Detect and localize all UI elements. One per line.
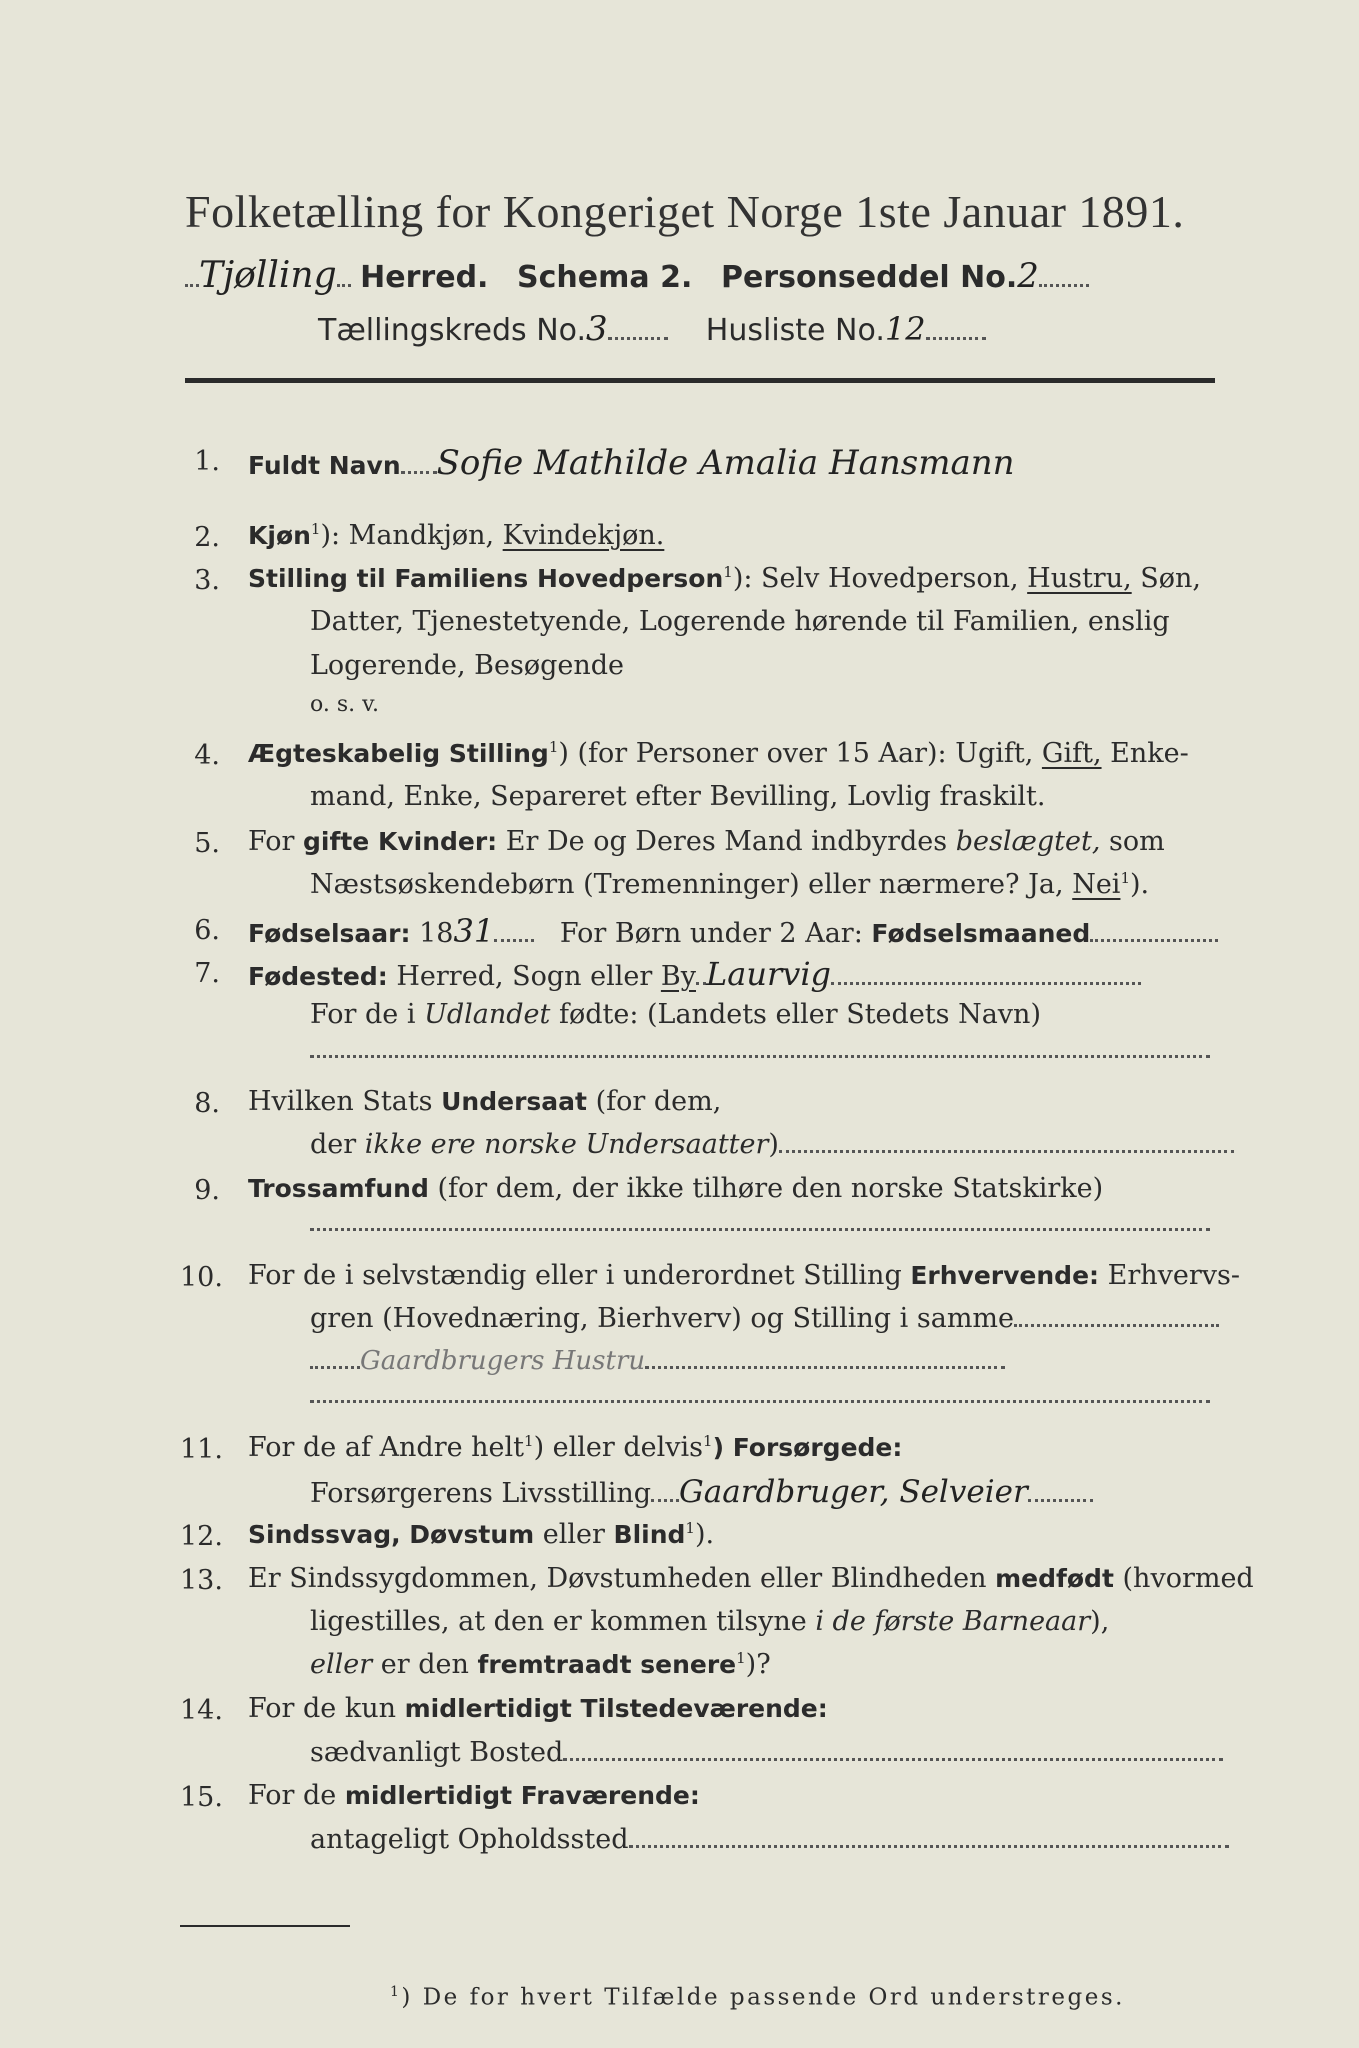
nationality-line-2 bbox=[310, 1131, 1234, 1158]
item-religion bbox=[248, 1175, 1103, 1202]
married-question: Er De og Deres Mand indbyrdes bbox=[505, 826, 948, 857]
congenital-italic: i de første Barneaar bbox=[815, 1606, 1091, 1637]
married-prefix: For bbox=[248, 826, 295, 857]
full-name-value: Sofie Mathilde Amalia Hansmann bbox=[436, 443, 1015, 483]
personseddel-value: 2 bbox=[1017, 256, 1039, 296]
occupation-line-2-text: gren (Hovednæring, Bierhverv) og Stilling i samme bbox=[310, 1303, 1015, 1334]
nationality-close: ) bbox=[768, 1129, 779, 1160]
position-options-a: ): Selv Hovedperson, bbox=[732, 563, 1019, 594]
item-number: 4. bbox=[194, 740, 220, 771]
item-number: 3. bbox=[194, 565, 220, 596]
form-title: Folketælling for Kongeriget Norge 1ste Januar 1891. bbox=[185, 186, 1185, 237]
occupation-text-b: Erhvervs- bbox=[1107, 1260, 1241, 1291]
occupation-text: For de i selvstændig eller i underordnet Stilling bbox=[248, 1260, 902, 1291]
temp-absent-label: midlertidigt Fraværende: bbox=[344, 1781, 700, 1810]
header-line-herred bbox=[185, 255, 1089, 296]
item-supported bbox=[248, 1434, 902, 1461]
married-label: gifte Kvinder: bbox=[303, 827, 498, 856]
kreds-value: 3 bbox=[586, 309, 608, 349]
personseddel-label: Personseddel No. bbox=[720, 260, 1018, 295]
footnote-text: ) De for hvert Tilfælde passende Ord understreges. bbox=[401, 1984, 1125, 2011]
position-line-2: Datter, Tjenestetyende, Logerende hørende til Familien, enslig bbox=[310, 606, 1170, 637]
footnote-ref: 1 bbox=[685, 1519, 695, 1537]
item-birthplace bbox=[248, 955, 1141, 993]
occupation-value: Gaardbrugers Hustru bbox=[360, 1346, 646, 1376]
married-answer: Nei bbox=[1072, 869, 1121, 900]
item-birth-year bbox=[248, 912, 1218, 950]
item-number: 11. bbox=[180, 1434, 223, 1465]
item-temp-present bbox=[248, 1695, 828, 1722]
position-selected: Hustru, bbox=[1027, 563, 1132, 594]
congenital-q: )? bbox=[745, 1649, 771, 1680]
footnote-ref: 1 bbox=[723, 563, 733, 581]
birth-month-label: Fødselsmaaned bbox=[871, 919, 1091, 948]
congenital-text-b: (hvormed bbox=[1122, 1563, 1254, 1594]
footnote-marker: 1 bbox=[390, 1984, 402, 2000]
temp-present-text: For de kun bbox=[248, 1693, 396, 1724]
birthplace-line-2 bbox=[310, 1001, 1041, 1028]
item-number: 8. bbox=[194, 1088, 220, 1119]
nationality-text-b: (for dem, bbox=[595, 1086, 722, 1117]
religion-label: Trossamfund bbox=[248, 1174, 429, 1203]
birthplace-label: Fødested: bbox=[248, 962, 388, 991]
marital-selected: Gift, bbox=[1041, 738, 1102, 769]
item-position bbox=[248, 565, 1201, 592]
sex-selected: Kvindekjøn. bbox=[502, 520, 665, 551]
dotted-line bbox=[310, 1055, 1210, 1058]
birth-year-prefix: 18 bbox=[419, 918, 454, 949]
congenital-line-2-text: ligestilles, at den er kommen tilsyne bbox=[310, 1606, 807, 1637]
item-disability bbox=[248, 1521, 714, 1548]
congenital-line-2 bbox=[310, 1608, 1109, 1635]
congenital-label: medfødt bbox=[995, 1564, 1114, 1593]
nationality-der: der bbox=[310, 1129, 357, 1160]
header-line-kreds bbox=[318, 309, 986, 349]
congenital-text: Er Sindssygdommen, Døvstumheden eller Blindheden bbox=[248, 1563, 987, 1594]
item-number: 12. bbox=[180, 1521, 223, 1552]
temp-absent-line-2 bbox=[310, 1826, 1229, 1853]
position-line-3: Logerende, Besøgende bbox=[310, 650, 624, 681]
provider-label: Forsørgerens Livsstilling bbox=[310, 1478, 652, 1509]
supported-text: For de af Andre helt bbox=[248, 1432, 525, 1463]
footnote-ref: 1 bbox=[524, 1432, 534, 1450]
married-close: ). bbox=[1130, 869, 1150, 900]
item-number: 1. bbox=[194, 446, 220, 477]
temp-present-line-2 bbox=[310, 1739, 1223, 1766]
married-line-2-text: Næstsøskendebørn (Tremenninger) eller nærmere? Ja, bbox=[310, 869, 1064, 900]
congenital-eller: eller bbox=[310, 1649, 373, 1680]
temp-absent-text: For de bbox=[248, 1780, 337, 1811]
birthplace-selected: By bbox=[660, 961, 696, 992]
married-line-2 bbox=[310, 871, 1149, 898]
married-som: som bbox=[1109, 826, 1165, 857]
footnote-divider bbox=[180, 1925, 350, 1927]
item-occupation bbox=[248, 1262, 1240, 1289]
footnote-ref: 1 bbox=[1120, 869, 1130, 887]
sex-options: ): Mandkjøn, bbox=[320, 520, 495, 551]
nationality-label: Undersaat bbox=[441, 1087, 587, 1116]
item-number: 5. bbox=[194, 828, 220, 859]
position-label: Stilling til Familiens Hovedperson bbox=[248, 564, 724, 593]
abroad-text: fødte: (Landets eller Stedets Navn) bbox=[558, 999, 1041, 1030]
occupation-label: Erhvervende: bbox=[910, 1261, 1100, 1290]
disability-label: Sindssvag, Døvstum bbox=[248, 1520, 535, 1549]
item-sex bbox=[248, 522, 664, 549]
herred-value: Tjølling bbox=[199, 255, 337, 296]
herred-label: Herred. bbox=[360, 260, 489, 295]
item-number: 13. bbox=[180, 1565, 223, 1596]
married-related: beslægtet, bbox=[955, 826, 1101, 857]
disability-blind: Blind bbox=[613, 1520, 686, 1549]
marital-options-c: Enke- bbox=[1110, 738, 1189, 769]
birth-month-text: For Børn under 2 Aar: bbox=[559, 918, 863, 949]
kreds-label: Tællingskreds No. bbox=[318, 313, 586, 348]
disability-close: ). bbox=[694, 1519, 715, 1550]
congenital-later: fremtraadt senere bbox=[477, 1650, 737, 1679]
dotted-line bbox=[310, 1228, 1210, 1231]
schema-label: Schema 2. bbox=[517, 260, 693, 295]
occupation-line-3 bbox=[310, 1347, 1005, 1374]
footnote-ref: 1 bbox=[310, 520, 321, 538]
marital-line-2: mand, Enke, Separeret efter Bevilling, Lovlig fraskilt. bbox=[310, 781, 1046, 812]
item-number: 7. bbox=[194, 958, 220, 989]
item-full-name bbox=[248, 443, 1015, 483]
supported-label: ) Forsørgede: bbox=[712, 1433, 903, 1462]
birthplace-value: Laurvig bbox=[706, 955, 832, 993]
item-number: 15. bbox=[180, 1782, 223, 1813]
husliste-label: Husliste No. bbox=[705, 313, 885, 348]
birth-year-value: 31 bbox=[453, 912, 495, 950]
item-married-women bbox=[248, 828, 1165, 855]
item-number: 6. bbox=[194, 915, 220, 946]
nationality-italic: ikke ere norske Undersaatter bbox=[364, 1129, 769, 1160]
husliste-value: 12 bbox=[884, 310, 926, 348]
footnote-ref: 1 bbox=[736, 1649, 746, 1667]
item-number: 10. bbox=[180, 1262, 223, 1293]
position-line-4: o. s. v. bbox=[310, 692, 379, 717]
marital-label: Ægteskabelig Stilling bbox=[248, 739, 549, 768]
supported-text-b: ) eller delvis bbox=[533, 1432, 704, 1463]
item-marital bbox=[248, 740, 1189, 767]
supported-line-2 bbox=[310, 1474, 1093, 1510]
header-divider bbox=[185, 378, 1215, 383]
abroad-prefix: For de i bbox=[310, 999, 416, 1030]
congenital-line-3-text: er den bbox=[380, 1649, 469, 1680]
birthplace-options: Herred, Sogn eller bbox=[396, 961, 653, 992]
provider-value: Gaardbruger, Selveier bbox=[679, 1474, 1028, 1510]
marital-options: ) (for Personer over 15 Aar): Ugift, bbox=[558, 738, 1034, 769]
position-options-c: Søn, bbox=[1140, 563, 1202, 594]
nationality-text: Hvilken Stats bbox=[248, 1086, 433, 1117]
occupation-line-2 bbox=[310, 1305, 1219, 1332]
footnote-ref: 1 bbox=[548, 738, 559, 756]
full-name-label: Fuldt Navn bbox=[248, 451, 401, 480]
congenital-close: ), bbox=[1090, 1606, 1110, 1637]
religion-text: (for dem, der ikke tilhøre den norske Statskirke) bbox=[437, 1173, 1104, 1204]
congenital-line-3 bbox=[310, 1651, 771, 1678]
dotted-line bbox=[310, 1400, 1210, 1403]
temp-present-label: midlertidigt Tilstedeværende: bbox=[404, 1694, 828, 1723]
item-temp-absent bbox=[248, 1782, 700, 1809]
item-number: 14. bbox=[180, 1695, 223, 1726]
abroad-italic: Udlandet bbox=[424, 999, 551, 1030]
footnote-ref: 1 bbox=[703, 1432, 713, 1450]
birth-year-label: Fødselsaar: bbox=[248, 919, 411, 948]
footnote bbox=[390, 1985, 1125, 2010]
item-congenital bbox=[248, 1565, 1254, 1592]
item-nationality bbox=[248, 1088, 721, 1115]
sex-label: Kjøn bbox=[248, 521, 311, 550]
item-number: 2. bbox=[194, 522, 220, 553]
usual-residence-label: sædvanligt Bosted bbox=[310, 1737, 564, 1768]
probable-residence-label: antageligt Opholdssted bbox=[310, 1824, 629, 1855]
item-number: 9. bbox=[194, 1175, 220, 1206]
disability-or: eller bbox=[542, 1519, 605, 1550]
